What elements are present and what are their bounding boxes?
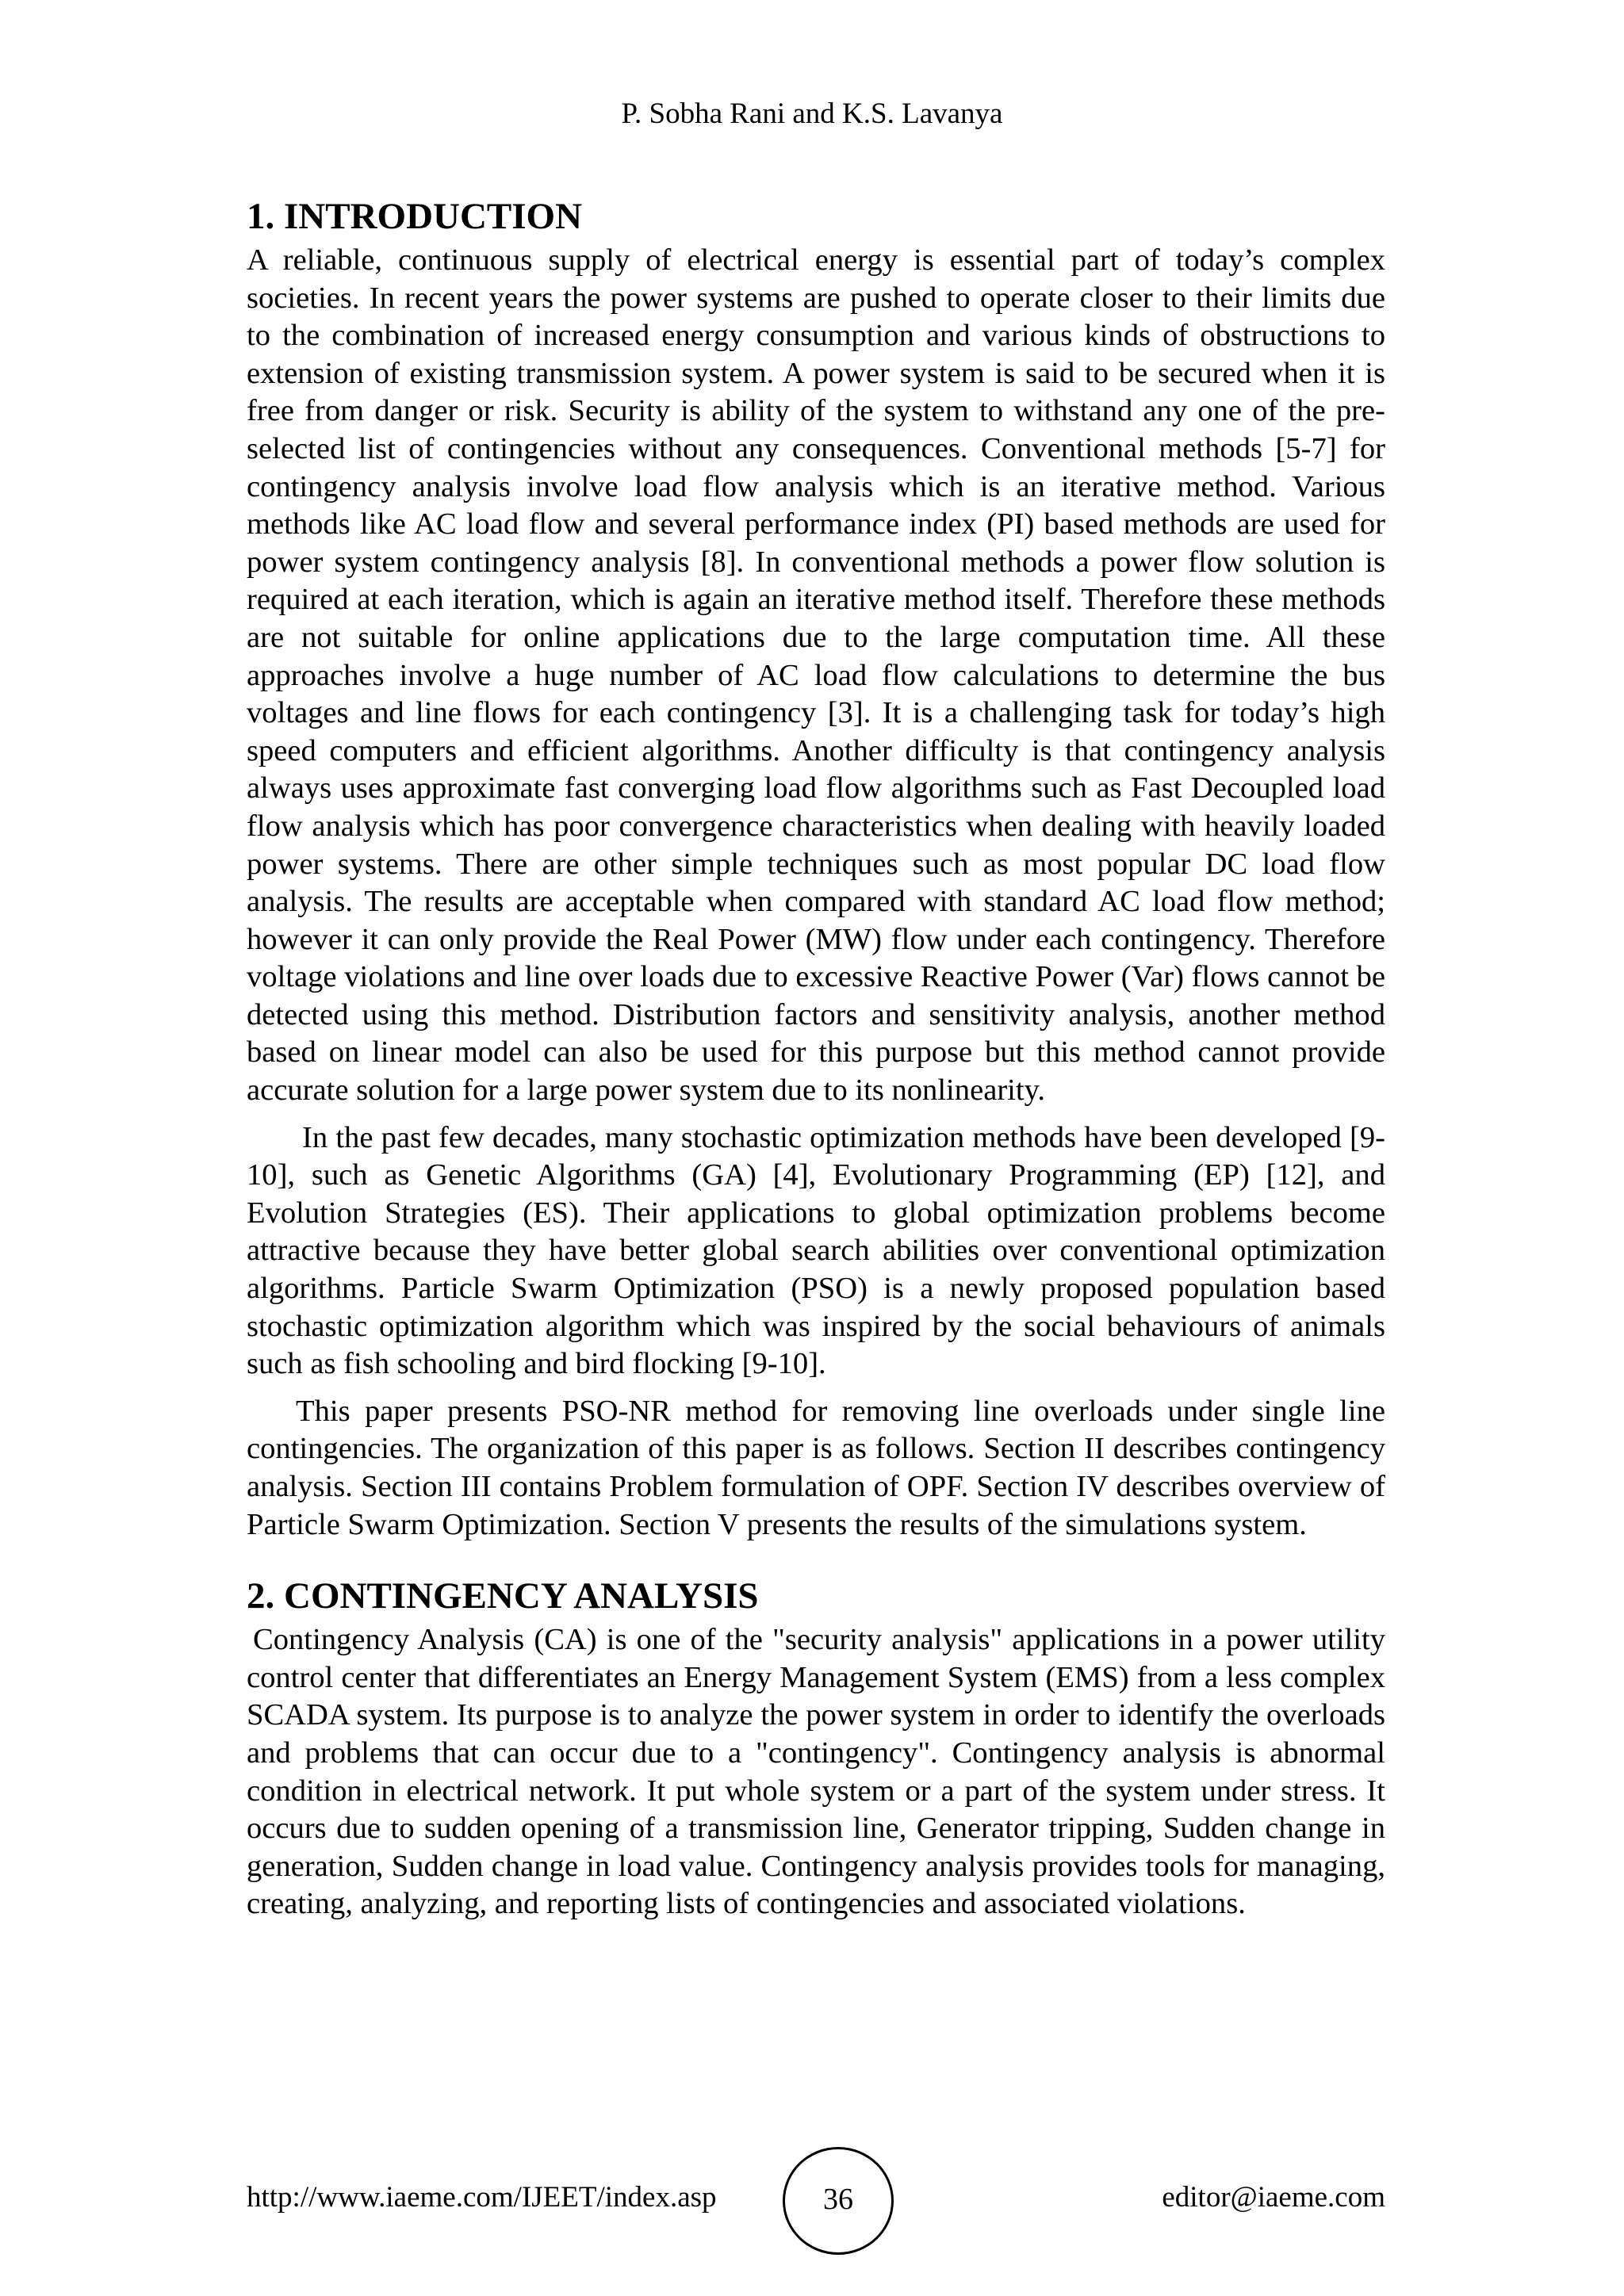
running-header-authors: P. Sobha Rani and K.S. Lavanya [621,98,1003,130]
footer-editor-email: editor@iaeme.com [1162,2181,1385,2214]
introduction-paragraph-2: In the past few decades, many stochastic optimization methods have been developed [9-10], such as Genetic Algorithms (GA) [4], Evolutionary Programming (EP) [12], and Evolution Strategies (ES). Their applications to global optimization problems become attractive because they have better global search abilities over conventional optimization algorithms. Particle Swarm Optimization (PSO) is a newly proposed population based stochastic optimization algorithm which was inspired by the social behaviours of animals such as fish schooling and bird flocking [9-10]. [247,1120,1385,1381]
section-heading-introduction: 1. INTRODUCTION [247,196,583,237]
page-number: 36 [823,2183,853,2216]
introduction-paragraph-3: This paper presents PSO-NR method for removing line overloads under single line contingencies. The organization of this paper is as follows. Section II describes contingency analysis. Section III contains Problem formulation of OPF. Section IV describes overview of Particle Swarm Optimization. Section V presents the results of the simulations system. [247,1394,1385,1541]
body-content [247,194,1385,1923]
contingency-analysis-paragraph-1: Contingency Analysis (CA) is one of the "security analysis" applications in a power utility control center that differentiates an Energy Management System (EMS) from a less complex SCADA system. Its purpose is to analyze the power system in order to identify the overloads and problems that can occur due to a "contingency". Contingency analysis is abnormal condition in electrical network. It put whole system or a part of the system under stress. It occurs due to sudden opening of a transmission line, Generator tripping, Sudden change in generation, Sudden change in load value. Contingency analysis provides tools for managing, creating, analyzing, and reporting lists of contingencies and associated violations. [247,1623,1385,1921]
page-number-circle [783,2147,894,2255]
page-footer [247,2147,1385,2258]
introduction-paragraph-1: A reliable, continuous supply of electrical energy is essential part of today’s complex societies. In recent years the power systems are pushed to operate closer to their limits due to the combination of increased energy consumption and various kinds of obstructions to extension of existing transmission system. A power system is said to be secured when it is free from danger or risk. Security is ability of the system to withstand any one of the pre-selected list of contingencies without any consequences. Conventional methods [5-7] for contingency analysis involve load flow analysis which is an iterative method. Various methods like AC load flow and several performance index (PI) based methods are used for power system contingency analysis [8]. In conventional methods a power flow solution is required at each iteration, which is again an iterative method itself. Therefore these methods are not suitable for online applications due to the large computation time. All these approaches involve a huge number of AC load flow calculations to determine the bus voltages and line flows for each contingency [3]. It is a challenging task for today’s high speed computers and efficient algorithms. Another difficulty is that contingency analysis always uses approximate fast converging load flow algorithms such as Fast Decoupled load flow analysis which has poor convergence characteristics when dealing with heavily loaded power systems. There are other simple techniques such as most popular DC load flow analysis. The results are acceptable when compared with standard AC load flow method; however it can only provide the Real Power (MW) flow under each contingency. Therefore voltage violations and line over loads due to excessive Reactive Power (Var) flows cannot be detected using this method. Distribution factors and sensitivity analysis, another method based on linear model can also be used for this purpose but this method cannot provide accurate solution for a large power system due to its nonlinearity. [247,243,1385,1108]
footer-journal-url: http://www.iaeme.com/IJEET/index.asp [247,2181,717,2214]
section-heading-contingency-analysis: 2. CONTINGENCY ANALYSIS [247,1575,759,1617]
